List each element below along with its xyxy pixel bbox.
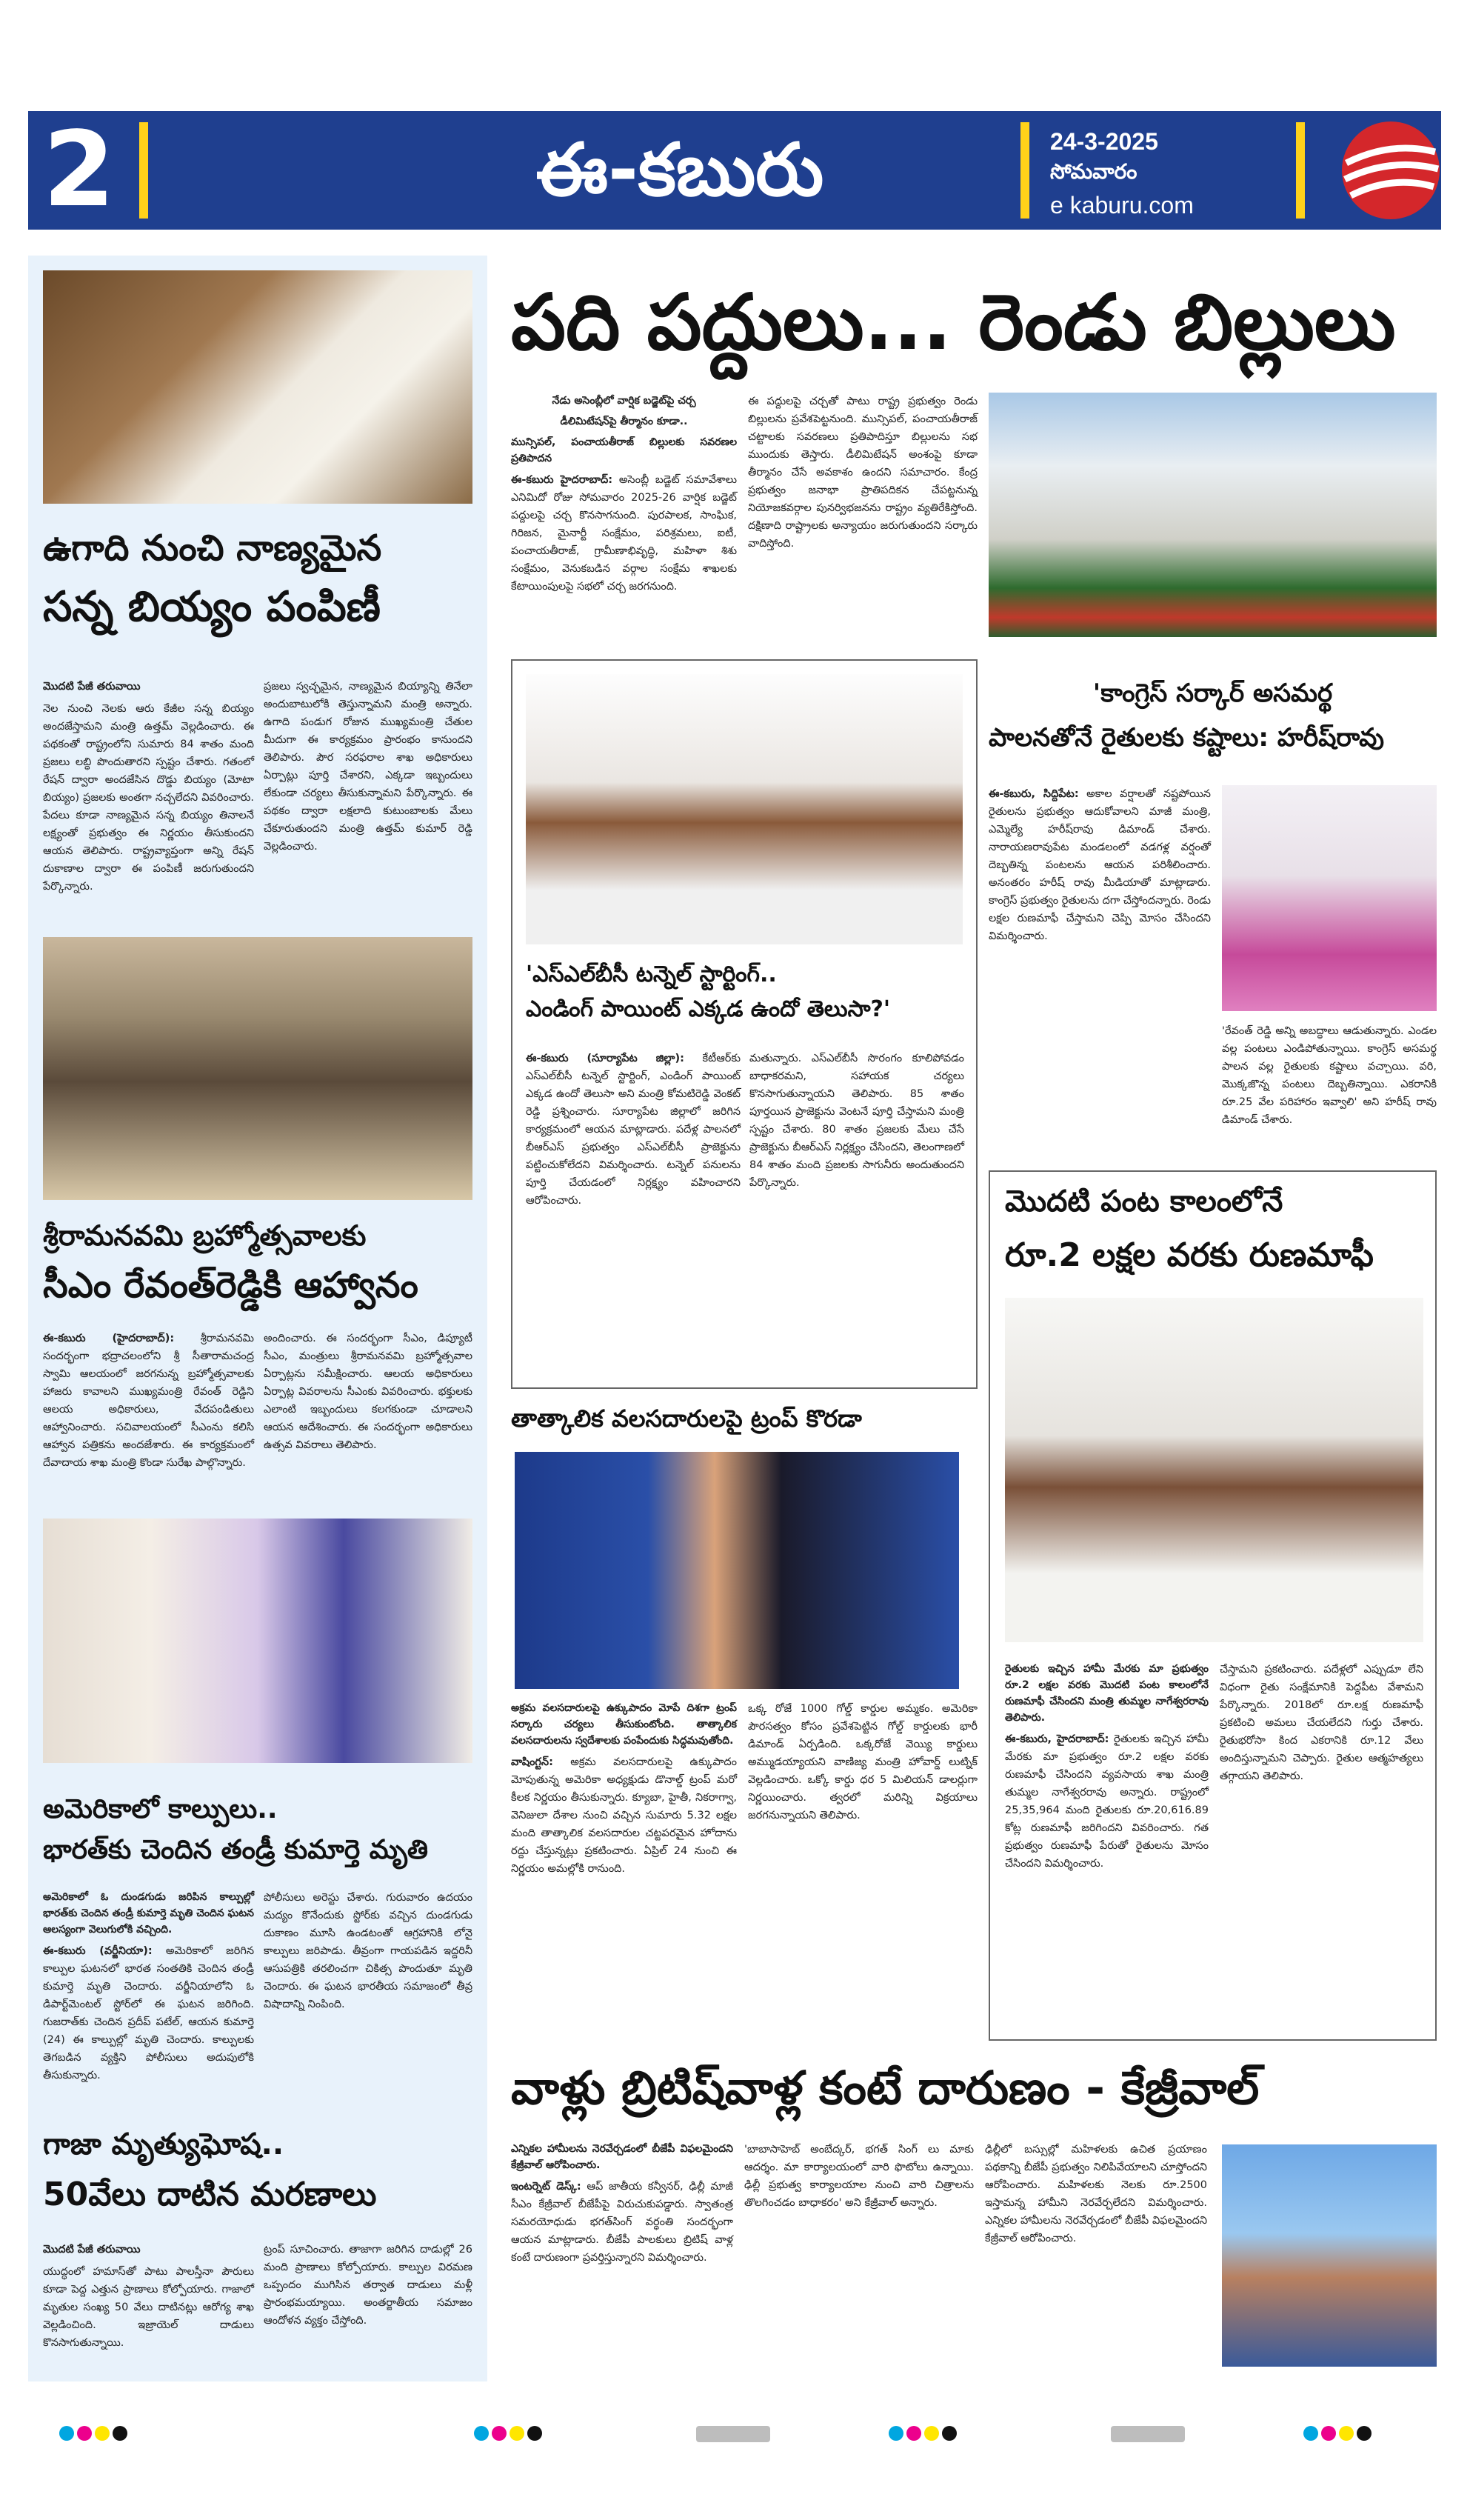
color-registration-marks (889, 2426, 960, 2442)
rama-dateline: ఈ-కబురు (హైదరాబాద్): (43, 1333, 175, 1344)
gaza-body-col-1 (43, 2241, 254, 2367)
gaza-body-1: యుద్ధంలో హమాస్‌తో పాటు పాలస్తీనా పౌరులు కూడా పెద్ద ఎత్తున ప్రాణాలు కోల్పోయారు. గాజాలో మృతుల సంఖ్య 50 వేలు దాటినట్లు ఆరోగ్య శాఖ వెల్లడించింది. ఇజ్రాయెల్ దాడులు కొనసాగుతున్నాయి. (43, 2266, 254, 2349)
us-shooting-deck: అమెరికాలో ఓ దుండగుడు జరిపిన కాల్పుల్లో భారత్‌కు చెందిన తండ్రీ కుమార్తె మృతి చెందిన ఘటన ఆలస్యంగా వెలుగులోకి వచ్చింది. (43, 1891, 254, 1936)
assembly-body-1: అసెంబ్లీ బడ్జెట్ సమావేశాలు ఎనిమిదో రోజు సోమవారం 2025-26 వార్షిక బడ్జెట్ పద్దులపై చర్చ కొనసాగనుంది. పురపాలక, సాంఘిక, గిరిజన, మైనార్టీ సంక్షేమం, పరిశ్రమలు, ఐటీ, పంచాయతీరాజ్, గ్రామీణాభివృద్ధి, మహిళా శిశు సంక్షేమం, వెనుకబడిన వర్గాల సంక్షేమ శాఖలకు కేటాయింపులపై సభలో చర్చ జరగనుంది. (511, 474, 737, 593)
slbc-col-1 (526, 1050, 741, 1376)
kejriwal-col-1 (511, 2141, 733, 2363)
rice-dateline: మొదటి పేజీ తరువాయి (43, 681, 141, 693)
color-registration-marks (59, 2426, 130, 2442)
loan-headline-2: రూ.2 లక్షల వరకు రుణమాఫీ (1005, 1236, 1374, 1274)
kejriwal-body-3: ఢిల్లీలో బస్సుల్లో మహిళలకు ఉచిత ప్రయాణం పథకాన్ని బీజేపీ ప్రభుత్వం నిలిపివేయాలని చూస్తోందని ఆరోపించారు. మహిళలకు నెలకు రూ.2500 ఇస్తామన్న హామీని నెరవేర్చలేదని విమర్శించారు. ఎన్నికల హామీలను నెరవేర్చడంలో బీజేపీ విఫలమైందని కేజ్రీవాల్ ఆరోపించారు. (985, 2144, 1207, 2244)
trump-photo (515, 1452, 959, 1689)
kejriwal-col-2 (744, 2141, 974, 2363)
us-shooting-body-2: పోలీసులు అరెస్టు చేశారు. గురువారం ఉదయం మద్యం కొనేందుకు స్టోర్‌కు వచ్చిన దుండగుడు దుకాణం మూసి ఉండటంతో ఆగ్రహానికి లోనై కాల్పులు జరిపాడు. తీవ్రంగా గాయపడిన ఇద్దరినీ ఆసుపత్రికి తరలించగా చికిత్స పొందుతూ మృతి చెందారు. ఈ ఘటన భారతీయ సమాజంలో తీవ్ర విషాదాన్ని నింపింది. (264, 1892, 472, 2010)
rice-photo (43, 270, 472, 504)
kejriwal-headline: వాళ్లు బ్రిటిష్‌వాళ్ల కంటే దారుణం - కేజ్రీవాల్ (511, 2061, 1260, 2115)
loan-col-1 (1005, 1661, 1209, 2031)
rama-body-col-2 (264, 1330, 472, 1456)
harish-col-1 (989, 785, 1211, 1170)
masthead-divider (139, 122, 148, 219)
assembly-body-2: ఈ పద్దులపై చర్చతో పాటు రాష్ట్ర ప్రభుత్వం రెండు బిల్లులను ప్రవేశపెట్టనుంది. మున్సిపల్, పంచాయతీరాజ్ చట్టాలకు సవరణలు ప్రతిపాదిస్తూ బిల్లులను సభ ముందుకు తెస్తారు. డీలిమిటేషన్ అంశంపై కూడా తీర్మానం చేసే అవకాశం ఉందని సమాచారం. కేంద్ర ప్రభుత్వం జనాభా ప్రాతిపదికన చేపట్టనున్న నియోజకవర్గాల పునర్విభజనను రాష్ట్రం వ్యతిరేకిస్తోంది. దక్షిణాది రాష్ట్రాలకు అన్యాయం జరుగుతుందని సర్కారు వాదిస్తోంది. (748, 396, 978, 550)
date-box (1050, 126, 1272, 224)
slbc-story-box (511, 659, 978, 1389)
registration-bar (696, 2426, 770, 2442)
loan-body-2: చేస్తామని ప్రకటించారు. పదేళ్లలో ఎప్పుడూ లేని విధంగా రైతు సంక్షేమానికి పెద్దపీట వేశామని పేర్కొన్నారు. 2018లో రూ.లక్ష రుణమాఫీ ప్రకటించి అమలు చేయలేదని గుర్తు చేశారు. రైతుభరోసా కింద ఎకరానికి రూ.12 వేలు అందిస్తున్నామని చెప్పారు. రైతుల ఆత్మహత్యలు తగ్గాయని తెలిపారు. (1220, 1664, 1423, 1782)
gaza-body-col-2 (264, 2241, 472, 2367)
masthead-divider (1296, 122, 1305, 219)
harish-col-2 (1222, 1022, 1437, 1170)
slbc-body-2: మతున్నారు. ఎస్ఎల్‌బీసీ సొరంగం కూలిపోవడం బాధాకరమని, సహాయక చర్యలు కొనసాగుతున్నాయని తెలిపారు. 85 శాతం పూర్తయిన ప్రాజెక్టును వెంటనే పూర్తి చేస్తామని మంత్రి స్పష్టం చేశారు. 80 శాతం ప్రజలకు మేలు చేసే ప్రాజెక్టును బీఆర్ఎస్ నిర్లక్ష్యం చేసిందని, తెలంగాణలో 84 శాతం మంది ప్రజలకు సాగునీరు అందుతుందని పేర్కొన్నారు. (749, 1053, 964, 1189)
page-number: 2 (43, 110, 116, 230)
harish-body-1: అకాల వర్షాలతో నష్టపోయిన రైతులను ప్రభుత్వం ఆదుకోవాలని మాజీ మంత్రి, ఎమ్మెల్యే హరీష్‌రావు డిమాండ్ చేశారు. నారాయణరావుపేట మండలంలో వడగళ్ల వర్షంతో దెబ్బతిన్న పంటలను ఆయన పరిశీలించారు. అనంతరం హరీష్ రావు మీడియాతో మాట్లాడారు. కాంగ్రెస్ ప్రభుత్వం రైతులను దగా చేస్తోందన్నారు. రెండు లక్షల రుణమాఫీ చేస్తామని చెప్పి మోసం చేసిందని విమర్శించారు. (989, 788, 1211, 942)
slbc-headline-2: ఎండింగ్ పాయింట్ ఎక్కడ ఉందో తెలుసా?' (526, 996, 891, 1022)
loan-headline-1: మొదటి పంట కాలంలోనే (1005, 1184, 1283, 1219)
kejriwal-body-1: ఆప్ జాతీయ కన్వీనర్, ఢిల్లీ మాజీ సీఎం కేజ్రీవాల్ బీజేపీపై విరుచుకుపడ్డారు. స్వాతంత్ర సమరయోధుడు భగత్‌సింగ్ వర్ధంతి సందర్భంగా ఆయన మాట్లాడారు. బీజేపీ పాలకులు బ్రిటిష్ వాళ్ల కంటే దారుణంగా ప్రవర్తిస్తున్నారని విమర్శించారు. (511, 2181, 734, 2264)
assembly-deck-3: మున్సిపల్, పంచాయతీరాజ్ బిల్లులకు సవరణల ప్రతిపాదన (511, 436, 737, 464)
assembly-building-photo (989, 393, 1437, 637)
trump-body-1: అక్రమ వలసదారులపై ఉక్కుపాదం మోపుతున్న అమెరికా అధ్యక్షుడు డొనాల్డ్ ట్రంప్ మరో కీలక నిర్ణయం తీసుకున్నారు. క్యూబా, హైతీ, నికరాగ్వా, వెనిజులా దేశాల నుంచి వచ్చిన సుమారు 5.32 లక్షల మంది తాత్కాలిక వలసదారుల చట్టపరమైన హోదాను రద్దు చేస్తున్నట్లు ప్రకటించారు. ఏప్రిల్ 24 నుంచి ఈ నిర్ణయం అమల్లోకి రానుంది. (511, 1756, 737, 1875)
assembly-deck-1: నేడు అసెంబ్లీలో వార్షిక బడ్జెట్‌పై చర్చ (552, 395, 696, 407)
kejriwal-col-3 (985, 2141, 1207, 2363)
us-shooting-headline-2: భారత్‌కు చెందిన తండ్రీ కుమార్తె మృతి (43, 1835, 429, 1865)
trump-deck: అక్రమ వలసదారులపై ఉక్కుపాదం మోపే దిశగా ట్రంప్ సర్కారు చర్యలు తీసుకుంటోంది. తాత్కాలిక వలసదారులను స్వదేశాలకు పంపేందుకు సిద్ధమవుతోంది. (511, 1702, 737, 1747)
assembly-dateline: ఈ-కబురు హైదరాబాద్: (511, 474, 613, 486)
slbc-headline-1: 'ఎస్ఎల్‌బీసీ టన్నెల్ స్టార్టింగ్.. (526, 961, 777, 987)
tummala-photo (1005, 1298, 1423, 1642)
rama-headline-2: సీఎం రేవంత్‌రెడ్డికి ఆహ్వానం (43, 1264, 418, 1306)
gaza-headline-2: 50వేలు దాటిన మరణాలు (43, 2176, 377, 2213)
us-shooting-headline-1: అమెరికాలో కాల్పులు.. (43, 1794, 278, 1824)
loan-dateline: ఈ-కబురు, హైదరాబాద్: (1005, 1733, 1109, 1745)
slbc-col-2 (749, 1050, 964, 1376)
issue-date: 24-3-2025 (1050, 128, 1158, 155)
gaza-headline-1: గాజా మృత్యుఘోష.. (43, 2127, 284, 2161)
assembly-deck-2: డీలిమిటేషన్‌పై తీర్మానం కూడా.. (560, 416, 688, 427)
couple-photo (43, 1519, 472, 1763)
kejriwal-photo (1222, 2144, 1437, 2367)
trump-headline: తాత్కాలిక వలసదారులపై ట్రంప్ కొరడా (511, 1404, 862, 1433)
issue-weekday: సోమవారం (1050, 160, 1137, 183)
us-shooting-body-1: అమెరికాలో జరిగిన కాల్పుల ఘటనలో భారత సంతతికి చెందిన తండ్రీ కుమార్తె మృతి చెందారు. వర్జీనియాలోని ఓ డిపార్ట్‌మెంటల్ స్టోర్‌లో ఈ ఘటన జరిగింది. గుజరాత్‌కు చెందిన ప్రదీప్ పటేల్, ఆయన కుమార్తె (24) ఈ కాల్పుల్లో మృతి చెందారు. కాల్పులకు తెగబడిన వ్యక్తిని పోలీసులు అదుపులోకి తీసుకున్నారు. (43, 1945, 254, 2081)
left-column (28, 256, 487, 2381)
newspaper-brand: ఈ-కబురు (535, 128, 824, 213)
loan-col-2 (1220, 1661, 1423, 2031)
kejriwal-body-2: 'బాబాసాహెబ్ అంబేద్కర్, భగత్ సింగ్ లు మాకు ఆదర్శం. మా కార్యాలయంలో వారి ఫొటోలు ఉన్నాయి. ఢిల్లీ ప్రభుత్వ కార్యాలయాల నుంచి వారి చిత్రాలను తొలగించడం బాధాకరం' అని కేజ్రీవాల్ అన్నారు. (744, 2144, 974, 2209)
harish-headline-2: పాలనతోనే రైతులకు కష్టాలు: హరీష్‌రావు (989, 723, 1385, 753)
slbc-body-1: కేటీఆర్‌కు ఎస్ఎల్‌బీసీ టన్నెల్ స్టార్టింగ్, ఎండింగ్ పాయింట్ ఎక్కడ ఉందో తెలుసా అని మంత్రి కోమటిరెడ్డి వెంకట్ రెడ్డి ప్రశ్నించారు. సూర్యాపేట జిల్లాలో జరిగిన కార్యక్రమంలో ఆయన మాట్లాడారు. పదేళ్ల పాలనలో బీఆర్ఎస్ ప్రభుత్వం ఎస్ఎల్‌బీసీ ప్రాజెక్టును పట్టించుకోలేదని విమర్శించారు. టన్నెల్ పనులను పూర్తి చేయడంలో నిర్లక్ష్యం వహించారని ఆరోపించారు. (526, 1053, 741, 1207)
masthead-divider (1020, 122, 1029, 219)
kejriwal-deck: ఎన్నికల హామీలను నెరవేర్చడంలో బీజేపీ విఫలమైందని కేజ్రీవాల్ ఆరోపించారు. (511, 2143, 733, 2171)
harish-headline-1: 'కాంగ్రెస్ సర్కార్ అసమర్థ (1092, 679, 1333, 708)
rice-body-2: ప్రజలు స్వచ్ఛమైన, నాణ్యమైన బియ్యాన్ని తినేలా అందుబాటులోకి తెస్తున్నామని మంత్రి అన్నారు. ఉగాది పండుగ రోజున ముఖ్యమంత్రి చేతుల మీదుగా ఈ కార్యక్రమం ప్రారంభం కానుందని తెలిపారు. పౌర సరఫరాల శాఖ అధికారులు ఏర్పాట్లు పూర్తి చేశారని, ఎక్కడా ఇబ్బందులు లేకుండా చర్యలు తీసుకున్నామని పేర్కొన్నారు. ఈ పథకం ద్వారా లక్షలాది కుటుంబాలకు మేలు చేకూరుతుందని మంత్రి ఉత్తమ్ కుమార్ రెడ్డి వెల్లడించారు. (264, 681, 472, 853)
harish-photo (1222, 785, 1437, 1011)
us-shooting-dateline: ఈ-కబురు (వర్జీనియా): (43, 1945, 153, 1957)
kejriwal-dateline: ఇంటర్నెట్ డెస్క్: (511, 2181, 581, 2193)
rama-body-col-1 (43, 1330, 254, 1469)
minister-photo (526, 674, 963, 944)
us-shooting-body-col-2 (264, 1889, 472, 2126)
color-registration-marks (474, 2426, 545, 2442)
gaza-body-2: ట్రంప్ సూచించారు. తాజాగా జరిగిన దాడుల్లో 26 మంది ప్రాణాలు కోల్పోయారు. కాల్పుల విరమణ ఒప్పందం ముగిసిన తర్వాత దాడులు మళ్లీ ప్రారంభమయ్యాయి. అంతర్జాతీయ సమాజం ఆందోళన వ్యక్తం చేస్తోంది. (264, 2244, 472, 2327)
loan-body-1: రైతులకు ఇచ్చిన హామీ మేరకు మా ప్రభుత్వం రూ.2 లక్షల వరకు రుణమాఫీ చేసిందని వ్యవసాయ శాఖ మంత్రి తుమ్మల నాగేశ్వరరావు అన్నారు. రాష్ట్రంలో 25,35,964 మంది రైతులకు రూ.20,616.89 కోట్ల రుణమాఫీ జరిగిందని వివరించారు. గత ప్రభుత్వం రుణమాఫీ పేరుతో రైతులను మోసం చేసిందని విమర్శించారు. (1005, 1733, 1209, 1870)
trump-col-1 (511, 1700, 737, 2048)
assembly-col-2 (748, 393, 978, 644)
registration-bar (1111, 2426, 1185, 2442)
rama-body-1: శ్రీరామనవమి సందర్భంగా భద్రాచలంలోని శ్రీ సీతారామచంద్ర స్వామి ఆలయంలో జరగనున్న బ్రహ్మోత్సవాలకు హాజరు కావాలని ముఖ్యమంత్రి రేవంత్ రెడ్డిని ఆలయ అధికారులు, వేదపండితులు ఆహ్వానించారు. సచివాలయంలో సీఎంను కలిసి ఆహ్వాన పత్రికను అందజేశారు. ఈ కార్యక్రమంలో దేవాదాయ శాఖ మంత్రి కొండా సురేఖ పాల్గొన్నారు. (43, 1333, 254, 1469)
gaza-dateline: మొదటి పేజీ తరువాయి (43, 2244, 141, 2256)
loan-deck: రైతులకు ఇచ్చిన హామీ మేరకు మా ప్రభుత్వం రూ.2 లక్షల వరకు మొదటి పంట కాలంలోనే రుణమాఫీ చేసిందని మంత్రి తుమ్మల నాగేశ్వరరావు తెలిపారు. (1005, 1663, 1209, 1724)
color-registration-marks (1303, 2426, 1374, 2442)
trump-body-2: ఒక్క రోజే 1000 గోల్డ్ కార్డుల అమ్మకం. అమెరికా పౌరసత్వం కోసం ప్రవేశపెట్టిన గోల్డ్ కార్డులకు భారీ డిమాండ్ ఏర్పడింది. ఒక్కరోజే వెయ్యి కార్డులు అమ్ముడయ్యాయని వాణిజ్య మంత్రి హోవార్డ్ లుట్నిక్ వెల్లడించారు. ఒక్కో కార్డు ధర 5 మిలియన్ డాలర్లుగా నిర్ణయించారు. త్వరలో మరిన్ని విక్రయాలు జరగనున్నాయని తెలిపారు. (748, 1703, 978, 1821)
rama-body-2: అందించారు. ఈ సందర్భంగా సీఎం, డిప్యూటీ సీఎం, మంత్రులు శ్రీరామనవమి బ్రహ్మోత్సవాల ఏర్పాట్లను సమీక్షించారు. ఆలయ అధికారులు ఏర్పాట్ల వివరాలను సీఎంకు వివరించారు. భక్తులకు ఎలాంటి ఇబ్బందులు కలగకుండా చూడాలని ఆయన ఆదేశించారు. ఈ సందర్భంగా అధికారులు ఉత్సవ వివరాలు తెలిపారు. (264, 1333, 472, 1451)
us-shooting-body-col-1 (43, 1889, 254, 2126)
rice-headline-1: ఉగాది నుంచి నాణ్యమైన (43, 527, 382, 569)
loan-story-box (989, 1170, 1437, 2041)
trump-col-2 (748, 1700, 978, 2048)
website-link[interactable]: e kaburu.com (1050, 192, 1194, 219)
slbc-dateline: ఈ-కబురు (సూర్యాపేట జిల్లా): (526, 1053, 684, 1064)
rama-headline-1: శ్రీరామనవమి బ్రహ్మోత్సవాలకు (43, 1219, 367, 1252)
main-headline: పది పద్దులు... రెండు బిల్లులు (511, 277, 1396, 367)
trump-dateline: వాషింగ్టన్: (511, 1756, 553, 1768)
harish-body-2: 'రేవంత్ రెడ్డి అన్ని అబద్ధాలు ఆడుతున్నారు. ఎండల వల్ల పంటలు ఎండిపోతున్నాయి. కాంగ్రెస్ అసమర్థ పాలన వల్ల రైతులకు కష్టాలు వచ్చాయి. వరి, మొక్కజొన్న పంటలు దెబ్బతిన్నాయి. ఎకరానికి రూ.25 వేల పరిహారం ఇవ్వాలి' అని హరీష్ రావు డిమాండ్ చేశారు. (1222, 1025, 1437, 1126)
assembly-col-1 (511, 393, 737, 644)
masthead (28, 111, 1441, 230)
rice-headline-2: సన్న బియ్యం పంపిణీ (43, 583, 381, 631)
rice-body-1: నెల నుంచి నెలకు ఆరు కేజీల సన్న బియ్యం అందజేస్తామని మంత్రి ఉత్తమ్ వెల్లడించారు. ఈ పథకంతో రాష్ట్రంలోని సుమారు 84 శాతం మంది ప్రజలు లబ్ధి పొందుతారని స్పష్టం చేశారు. గతంలో రేషన్ ద్వారా అందజేసిన దొడ్డు బియ్యం (మోటా బియ్యం) ప్రజలకు అంతగా నచ్చలేదని వివరించారు. పేదలు కూడా నాణ్యమైన సన్న బియ్యం తినాలనే లక్ష్యంతో ప్రభుత్వం ఈ నిర్ణయం తీసుకుందని ఆయన తెలిపారు. రాష్ట్రవ్యాప్తంగా అన్ని రేషన్ దుకాణాల ద్వారా ఈ పంపిణీ జరుగుతుందని పేర్కొన్నారు. (43, 703, 254, 893)
globe-logo-icon (1339, 119, 1443, 222)
invitation-photo (43, 937, 472, 1200)
harish-dateline: ఈ-కబురు, సిద్దిపేట: (989, 788, 1079, 800)
